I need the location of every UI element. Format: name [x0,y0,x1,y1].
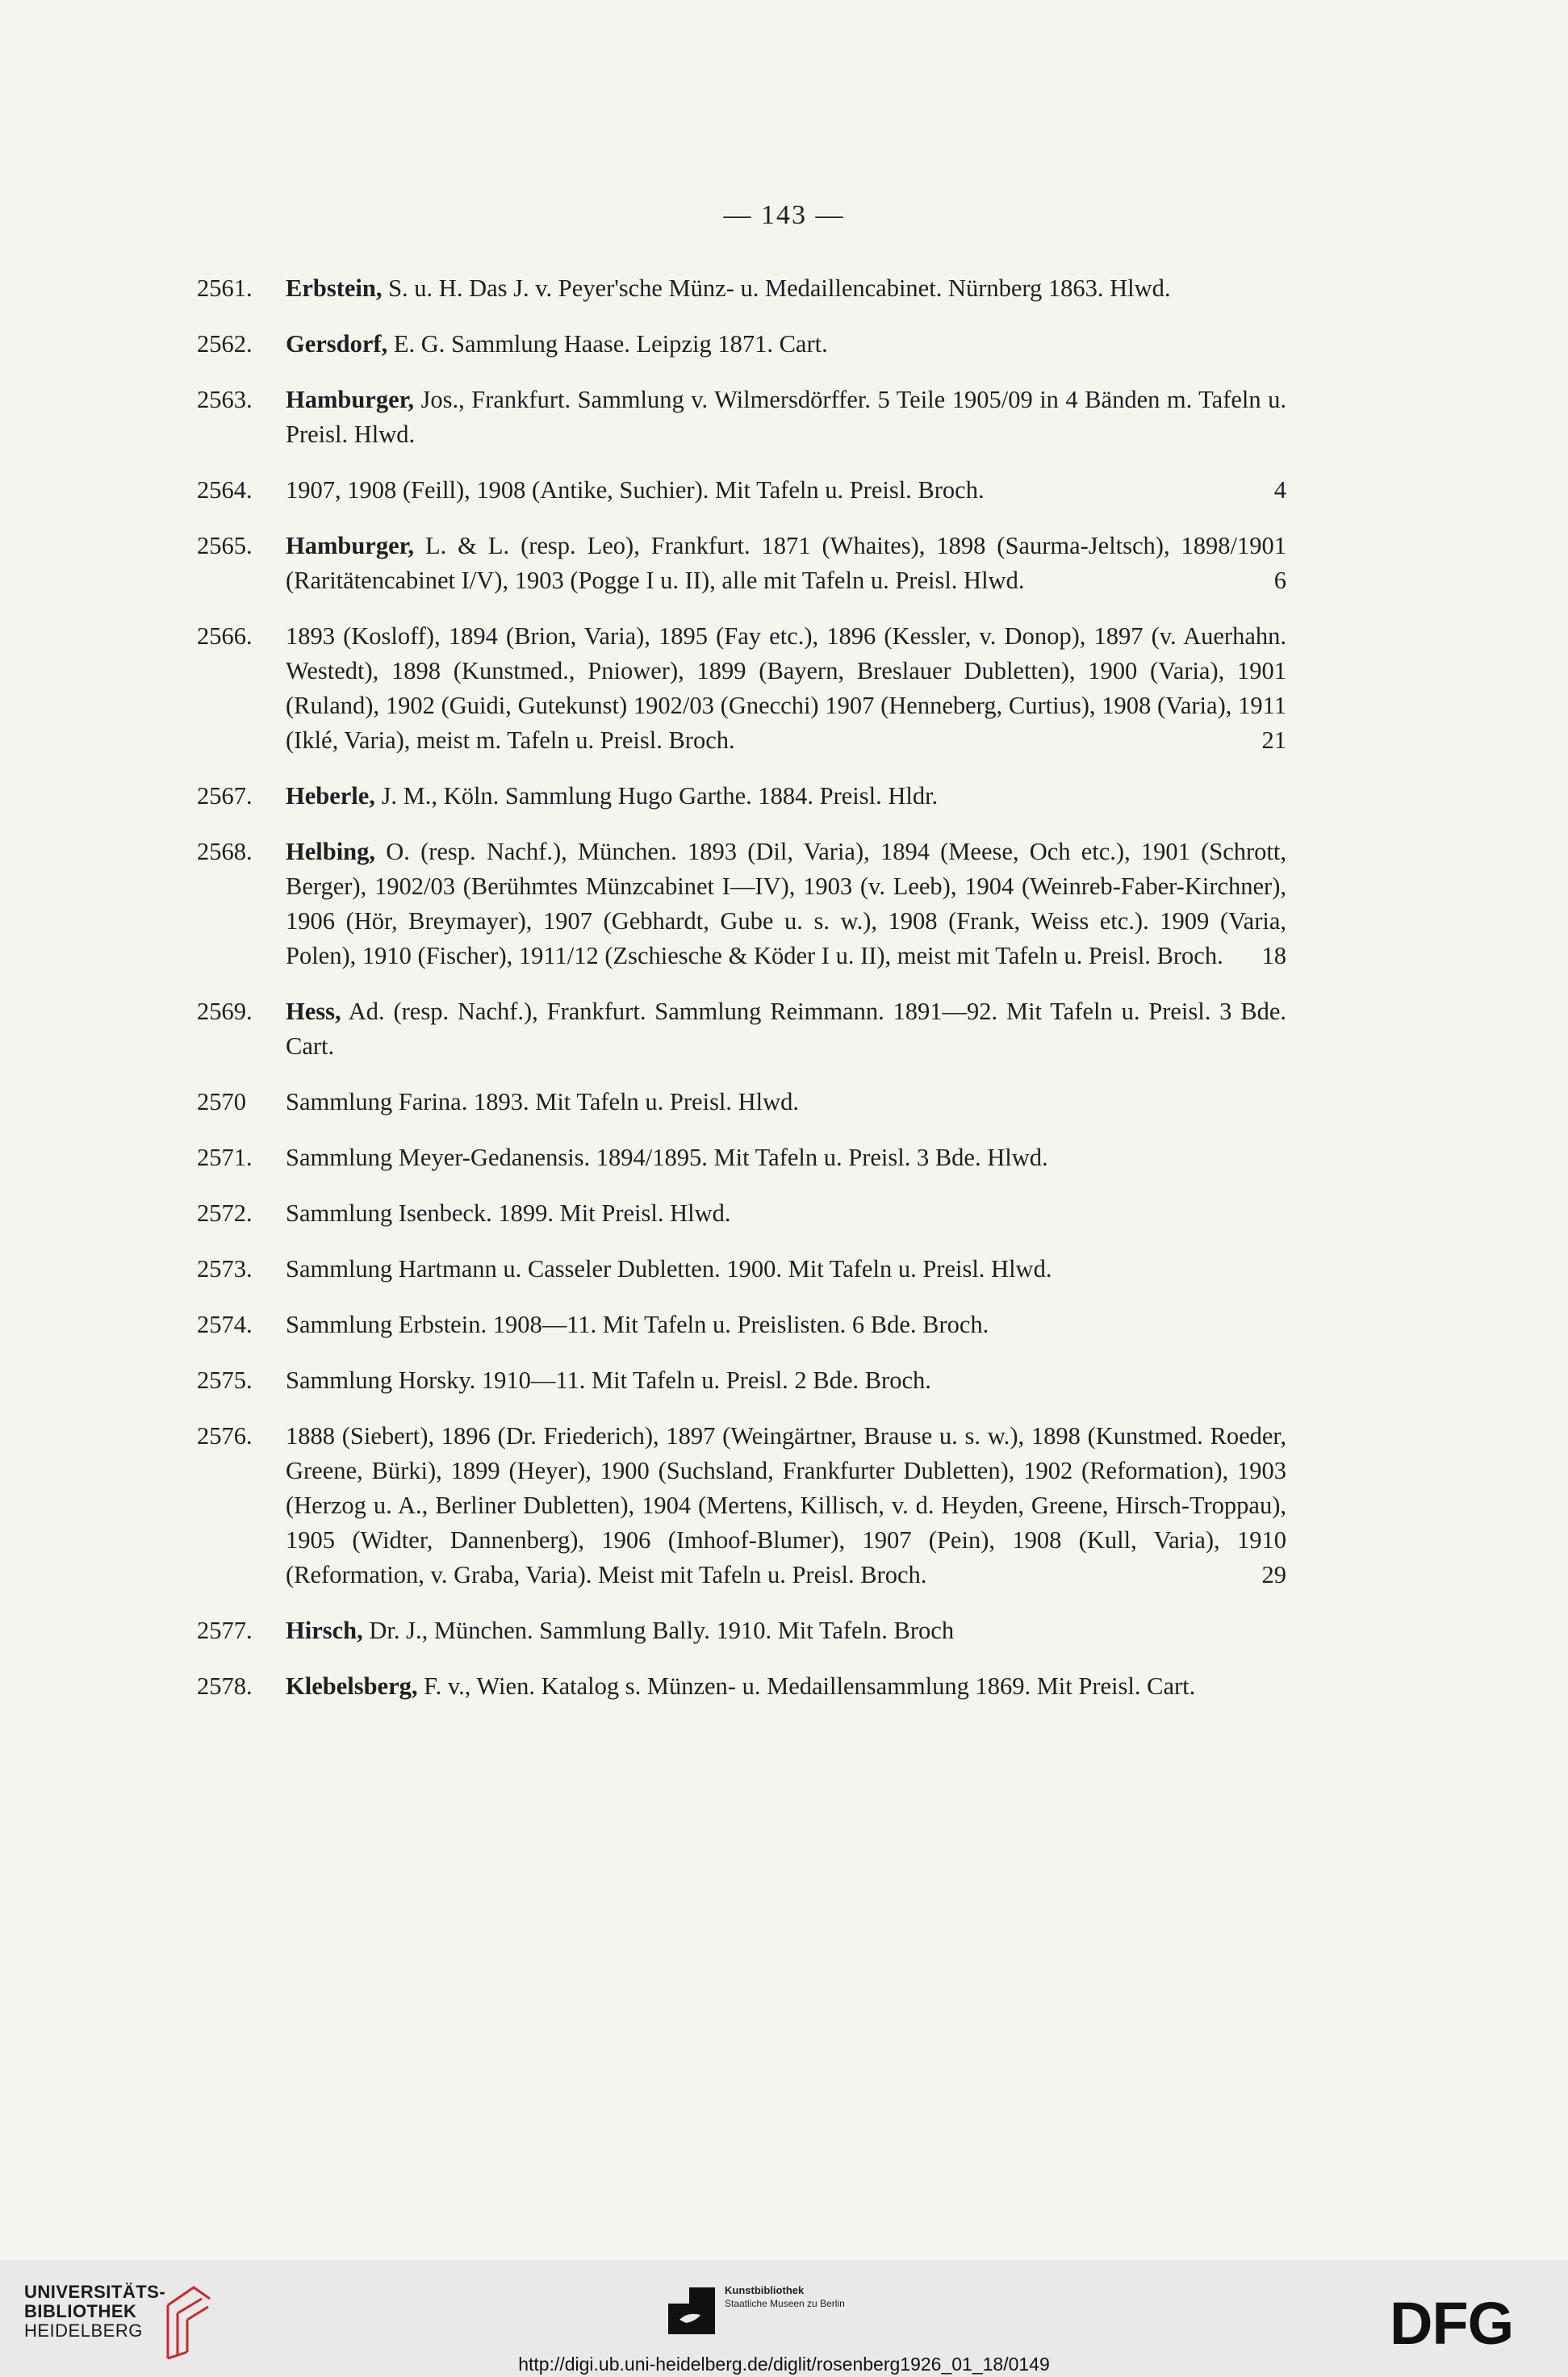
entry-author: Helbing, [286,838,376,865]
entry-number: 2565. [197,532,253,559]
entry-number: 2564. [197,476,253,504]
entry-number: 2576. [197,1422,253,1450]
entry-text: E. G. Sammlung Haase. Leipzig 1871. Cart. [393,330,828,358]
entry-author: Heberle, [286,782,375,810]
entry-author: Hamburger, [286,386,414,413]
catalog-entry [197,327,1286,362]
catalog-entry [197,1419,1286,1592]
entry-number: 2566. [197,622,253,650]
permalink-url[interactable]: http://digi.ub.uni-heidelberg.de/diglit/rosenberg1926_01_18/0149 [518,2354,1050,2375]
catalog-entry [197,1363,1286,1398]
entry-number: 2567. [197,782,253,810]
catalog-entry [197,1085,1286,1119]
catalog-entry [197,383,1286,452]
entry-text: 1888 (Siebert), 1896 (Dr. Friederich), 1897 (Weingärtner, Brause u. s. w.), 1898 (Kunstmed. Roeder, Greene, Bürki), 1899 (Heyer), 1900 (Suchsland, Frankfurter Dubletten), 1902 (Reformation), 1903 (Herzog u. A., Berliner Dubletten), 1904 (Mertens, Killisch, v. d. Heyden, Greene, Hirsch-Troppau), 1905 (Widter, Dannenberg), 1906 (Imhoof-Blumer), 1907 (Pein), 1908 (Kull, Varia), 1910 (Reformation, v. Graba, Varia). Meist mit Tafeln u. Preisl. Broch. [286,1422,1286,1588]
entry-text: Sammlung Farina. 1893. Mit Tafeln u. Preisl. Hlwd. [286,1088,800,1115]
entry-text: S. u. H. Das J. v. Peyer'sche Münz- u. Medaillencabinet. Nürnberg 1863. Hlwd. [388,274,1171,302]
entry-text: Sammlung Hartmann u. Casseler Dubletten. 1900. Mit Tafeln u. Preisl. Hlwd. [286,1255,1052,1283]
catalog-entry [197,994,1286,1064]
catalog-entry [197,271,1286,306]
entry-text: L. & L. (resp. Leo), Frankfurt. 1871 (Whaites), 1898 (Saurma-Jeltsch), 1898/1901 (Raritätencabinet I/V), 1903 (Pogge I u. II), alle mit Tafeln u. Preisl. Hlwd. [286,532,1287,594]
dfg-logo[interactable]: DFG [1390,2290,1514,2357]
entry-text: Jos., Frankfurt. Sammlung v. Wilmersdörffer. 5 Teile 1905/09 in 4 Bänden m. Tafeln u. Preisl. Hlwd. [286,386,1286,448]
entry-volume-count: 29 [1261,1561,1286,1588]
page-number: — 143 — [723,200,845,230]
catalog-entry [197,1196,1286,1231]
entry-number: 2569. [197,998,253,1025]
catalog-entry [197,619,1286,758]
entry-text: Sammlung Erbstein. 1908—11. Mit Tafeln u. Preislisten. 6 Bde. Broch. [286,1311,989,1338]
entry-author: Hamburger, [286,532,414,559]
entry-number: 2571. [197,1144,253,1171]
entry-number: 2562. [197,330,253,358]
entry-text: J. M., Köln. Sammlung Hugo Garthe. 1884. Preisl. Hldr. [381,782,939,810]
catalog-entry [197,529,1286,598]
ub-logo-line2: BIBLIOTHEK [24,2301,137,2321]
entry-text: F. v., Wien. Katalog s. Münzen- u. Medaillensammlung 1869. Mit Preisl. Cart. [424,1672,1196,1700]
entry-author: Hess, [286,998,341,1025]
entry-text: 1893 (Kosloff), 1894 (Brion, Varia), 1895 (Fay etc.), 1896 (Kessler, v. Donop), 1897 (v. Auerhahn. Westedt), 1898 (Kunstmed., Pniower), 1899 (Bayern, Breslauer Dubletten), 1900 (Varia), 1901 (Ruland), 1902 (Guidi, Gutekunst) 1902/03 (Gnecchi) 1907 (Henneberg, Curtius), 1908 (Varia), 1911 (Iklé, Varia), meist m. Tafeln u. Preisl. Broch. [286,622,1286,754]
footer-bar [0,2260,1568,2377]
ub-logo-line1: UNIVERSITÄTS- [24,2282,166,2302]
catalog-entry [197,1669,1286,1704]
entry-text: 1907, 1908 (Feill), 1908 (Antike, Suchier). Mit Tafeln u. Preisl. Broch. [286,476,985,504]
ub-emblem-icon [161,2281,218,2362]
kunstbibliothek-subtitle: Staatliche Museen zu Berlin [725,2298,845,2309]
kunstbibliothek-title: Kunstbibliothek [725,2284,805,2296]
catalog-entry [197,1613,1286,1648]
entry-author: Hirsch, [286,1617,363,1644]
entry-volume-count: 18 [1261,942,1286,969]
catalog-entry [197,1140,1286,1175]
catalog-entry [197,835,1286,973]
catalog-entries [197,271,1286,1725]
catalog-entry [197,1308,1286,1342]
kunstbibliothek-text [725,2284,983,2310]
entry-text: Ad. (resp. Nachf.), Frankfurt. Sammlung Reimmann. 1891—92. Mit Tafeln u. Preisl. 3 Bde. Cart. [286,998,1286,1060]
entry-volume-count: 21 [1261,726,1286,754]
entry-volume-count: 4 [1273,476,1286,504]
entry-number: 2575. [197,1366,253,1394]
entry-number: 2570 [197,1088,246,1115]
entry-number: 2578. [197,1672,253,1700]
kunstbibliothek-emblem-icon [668,2287,715,2334]
entry-volume-count: 6 [1273,567,1286,594]
entry-number: 2572. [197,1199,253,1227]
entry-text: O. (resp. Nachf.), München. 1893 (Dil, Varia), 1894 (Meese, Och etc.), 1901 (Schrott, Berger), 1902/03 (Berühmtes Münzcabinet I—IV), 1903 (v. Leeb), 1904 (Weinreb-Faber-Kirchner), 1906 (Hör, Breymayer), 1907 (Gebhardt, Gube u. s. w.), 1908 (Frank, Weiss etc.). 1909 (Varia, Polen), 1910 (Fischer), 1911/12 (Zschiesche & Köder I u. II), meist mit Tafeln u. Preisl. Broch. [286,838,1286,969]
ub-logo-line3: HEIDELBERG [24,2321,143,2341]
entry-author: Klebelsberg, [286,1672,418,1700]
entry-text: Sammlung Isenbeck. 1899. Mit Preisl. Hlwd. [286,1199,731,1227]
entry-number: 2561. [197,274,253,302]
entry-number: 2568. [197,838,253,865]
entry-text: Sammlung Horsky. 1910—11. Mit Tafeln u. Preisl. 2 Bde. Broch. [286,1366,931,1394]
entry-number: 2574. [197,1311,253,1338]
ub-heidelberg-logo[interactable] [24,2283,165,2341]
entry-number: 2577. [197,1617,253,1644]
entry-text: Sammlung Meyer-Gedanensis. 1894/1895. Mit Tafeln u. Preisl. 3 Bde. Hlwd. [286,1144,1048,1171]
entry-number: 2573. [197,1255,253,1283]
entry-text: Dr. J., München. Sammlung Bally. 1910. Mit Tafeln. Broch [369,1617,955,1644]
entry-author: Erbstein, [286,274,383,302]
catalog-entry [197,1252,1286,1287]
catalog-entry [197,473,1286,508]
catalog-entry [197,779,1286,814]
entry-author: Gersdorf, [286,330,388,358]
entry-number: 2563. [197,386,253,413]
